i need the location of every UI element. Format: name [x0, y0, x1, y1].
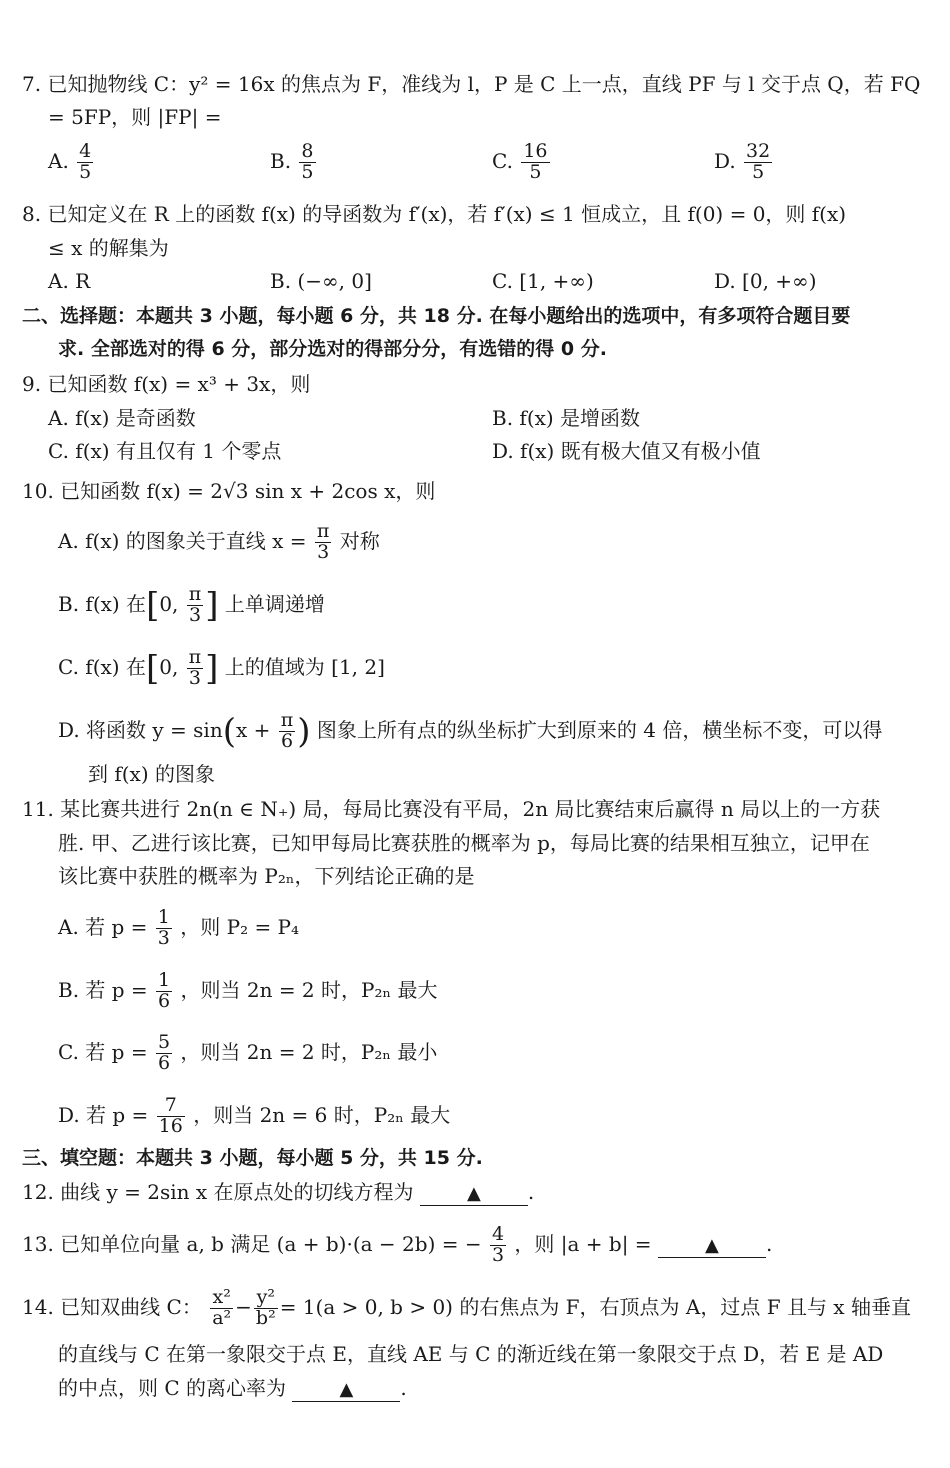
right-bracket: ]	[205, 648, 219, 689]
q8-line2: ≤ x 的解集为	[48, 236, 169, 260]
fraction: $\frac{\text{y²}}{\text{b²}}$	[255, 1286, 276, 1329]
answer-blank: ▲	[658, 1235, 766, 1258]
q10-option-d-cont: 到 f(x) 的图象	[88, 762, 216, 786]
q8-option-b: B. (−∞, 0]	[270, 269, 372, 293]
q7-option-c	[492, 142, 552, 183]
q10-option-b: B. f(x) 在[0, $\frac{\pi}{3}$ ] 上单调递增	[58, 583, 325, 626]
section2-heading: 二、选择题：本题共 3 小题，每小题 6 分，共 18 分. 在每小题给出的选项中，有多项符合题目要	[22, 305, 851, 327]
q8-option-c: C. [1, +∞)	[492, 269, 594, 293]
fraction: $\frac{4}{3}$	[491, 1223, 505, 1266]
q7-option-b	[270, 142, 318, 183]
answer-blank: ▲	[292, 1379, 400, 1402]
q9-option-b: B. f(x) 是增函数	[492, 406, 641, 430]
fraction: $\frac{1}{6}$	[158, 969, 171, 1012]
q11-line1: 11. 某比赛共进行 2n(n ∈ N₊) 局，每局比赛没有平局，2n 局比赛结束后赢得 n 局以上的一方获	[22, 797, 881, 821]
fraction: $\frac{\pi}{6}$	[280, 709, 294, 752]
fraction: $\frac{32}{5}$	[746, 140, 771, 183]
q14-line1: 14. 已知双曲线 C： $\frac{\text{x²}}{\text{a²}}$ − $\frac{\text{y²}}{\text{b²}}$ = 1(a > 0, b > 0) 的右焦点为 F，右顶点为 A，过点 F 且与 x 轴垂直	[22, 1286, 911, 1329]
q7-line1: 7. 已知抛物线 C：y² = 16x 的焦点为 F，准线为 l，P 是 C 上一点，直线 PF 与 l 交于点 Q，若 FQ	[22, 72, 921, 96]
q12-line: 12. 曲线 y = 2sin x 在原点处的切线方程为 ▲ .	[22, 1180, 535, 1204]
q13-line: 13. 已知单位向量 a, b 满足 (a + b)·(a − 2b) = − $\frac{4}{3}$ ，则 |a + b| = ▲ .	[22, 1223, 773, 1266]
section2-heading-cont: 求. 全部选对的得 6 分，部分选对的得部分分，有选错的得 0 分.	[58, 338, 607, 360]
q11-line3: 该比赛中获胜的概率为 P₂ₙ，下列结论正确的是	[58, 864, 475, 888]
option-label: B.	[270, 148, 292, 173]
right-paren: )	[297, 711, 311, 752]
fraction: $\frac{\pi}{3}$	[188, 646, 202, 689]
q14-line3: 的中点，则 C 的离心率为 ▲ .	[58, 1376, 407, 1400]
fraction: $\frac{\pi}{3}$	[316, 520, 330, 563]
fraction: $\frac{\pi}{3}$	[188, 583, 202, 626]
q10-option-d: D. 将函数 y = sin(x + $\frac{\pi}{6}$ ) 图象上所有点的纵坐标扩大到原来的 4 倍，横坐标不变，可以得	[58, 709, 883, 752]
left-bracket: [	[145, 648, 160, 689]
q11-option-a: A. 若 p = $\frac{1}{3}$ ，则 P₂ = P₄	[58, 906, 300, 949]
q7-option-d	[714, 142, 774, 183]
q9-option-d: D. f(x) 既有极大值又有极小值	[492, 439, 761, 463]
left-bracket: [	[146, 585, 160, 626]
q10-option-a: A. f(x) 的图象关于直线 x = $\frac{\pi}{3}$ 对称	[58, 520, 380, 563]
q11-option-c: C. 若 p = $\frac{5}{6}$ ，则当 2n = 2 时，P₂ₙ 最小	[58, 1031, 438, 1074]
fraction: $\frac{\text{x²}}{\text{a²}}$	[212, 1286, 232, 1329]
fraction: $\frac{5}{6}$	[157, 1031, 171, 1074]
q10-stem: 10. 已知函数 f(x) = 2√3 sin x + 2cos x，则	[22, 479, 436, 503]
q14-line2: 的直线与 C 在第一象限交于点 E，直线 AE 与 C 的渐近线在第一象限交于点 D，若 E 是 AD	[58, 1342, 884, 1366]
answer-blank: ▲	[420, 1183, 528, 1206]
q7-line2: = 5FP，则 |FP| =	[48, 105, 222, 129]
fraction: $\frac{4}{5}$	[79, 140, 92, 183]
fraction: $\frac{16}{5}$	[523, 140, 548, 183]
q9-option-c: C. f(x) 有且仅有 1 个零点	[48, 439, 282, 463]
fraction: $\frac{8}{5}$	[301, 140, 314, 183]
fraction: $\frac{1}{3}$	[157, 906, 170, 949]
option-label: C.	[492, 148, 513, 173]
q8-option-a: A. R	[48, 269, 91, 293]
q8-option-d: D. [0, +∞)	[714, 269, 817, 293]
q11-option-b: B. 若 p = $\frac{1}{6}$ ，则当 2n = 2 时，P₂ₙ 最大	[58, 969, 438, 1012]
q9-option-a: A. f(x) 是奇函数	[48, 406, 196, 430]
q11-option-d: D. 若 p = $\frac{7}{16}$ ，则当 2n = 6 时，P₂ₙ 最大	[58, 1094, 451, 1137]
q9-stem: 9. 已知函数 f(x) = x³ + 3x，则	[22, 372, 311, 396]
q8-line1: 8. 已知定义在 R 上的函数 f(x) 的导函数为 f′(x)，若 f′(x) ≤ 1 恒成立，且 f(0) = 0，则 f(x)	[22, 202, 847, 226]
left-paren: (	[222, 711, 236, 752]
section3-heading: 三、填空题：本题共 3 小题，每小题 5 分，共 15 分.	[22, 1147, 483, 1169]
q10-option-c: C. f(x) 在[0, $\frac{\pi}{3}$ ] 上的值域为 [1, 2]	[58, 646, 385, 689]
q11-line2: 胜. 甲、乙进行该比赛，已知甲每局比赛获胜的概率为 p，每局比赛的结果相互独立，记甲在	[58, 831, 870, 855]
option-label: A.	[48, 148, 69, 173]
right-bracket: ]	[205, 585, 219, 626]
fraction: $\frac{7}{16}$	[158, 1094, 183, 1137]
option-label: D.	[714, 148, 736, 173]
q7-option-a	[48, 142, 95, 183]
